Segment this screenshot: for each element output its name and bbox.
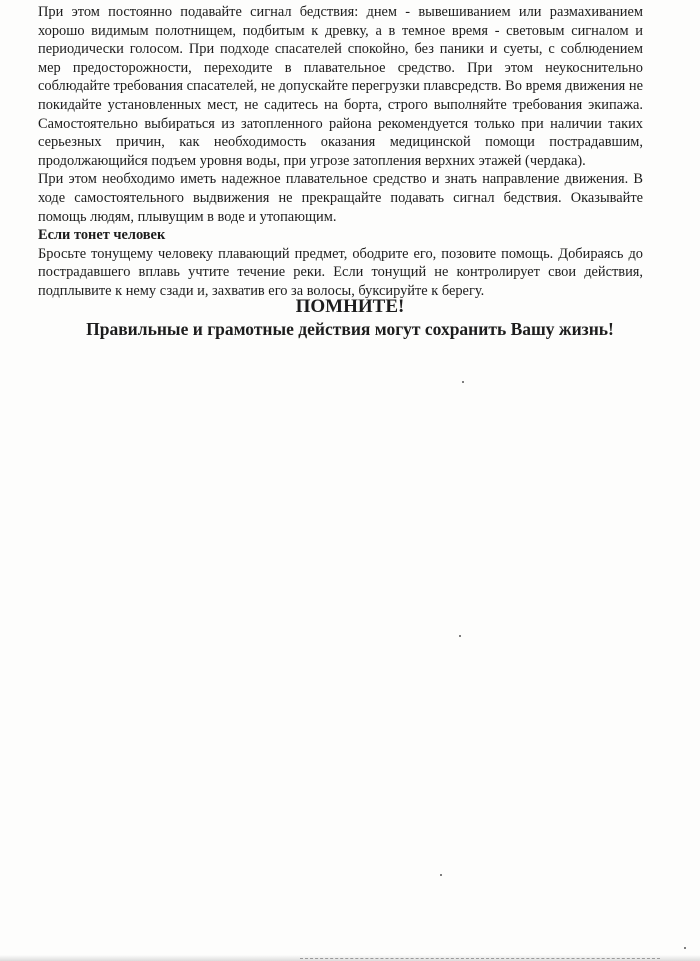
notice-text: Правильные и грамотные действия могут сохранить Вашу жизнь! bbox=[86, 319, 614, 339]
scan-speck bbox=[459, 635, 461, 637]
scan-speck bbox=[440, 874, 442, 876]
scan-edge-line bbox=[300, 958, 660, 959]
scan-speck bbox=[684, 947, 686, 949]
paragraph-self-evacuation: При этом необходимо иметь надежное плавательное средство и знать направление движения. В ходе самостоятельного выдвижения не прекращайте подавать сигнал бедствия. Оказывайте помощь людям, плывущим в воде и утопающим. bbox=[38, 171, 643, 225]
section-heading-drowning: Если тонет человек bbox=[38, 227, 166, 244]
notice-title: ПОМНИТЕ! bbox=[295, 296, 405, 317]
paragraph-drowning-help: Бросьте тонущему человеку плавающий предмет, ободрите его, позовите помощь. Добираясь до пострадавшего вплавь учтите течение реки. Если тонущий не контролирует свои действия, подплывите к нему сзади и, захватив его за волосы, буксируйте к берегу. bbox=[38, 245, 643, 299]
document-body bbox=[38, 3, 643, 301]
notice-block bbox=[0, 295, 700, 340]
paragraph-distress-signal: При этом постоянно подавайте сигнал бедствия: днем - вывешиванием или размахиванием хорошо видимым полотнищем, подбитым к древку, а в темное время - световым сигналом и периодически голосом. При подходе спасателей спокойно, без паники и суеты, с соблюдением мер предосторожности, переходите в плавательное средство. При этом неукоснительно соблюдайте требования спасателей, не допускайте перегрузки плавсредств. Во время движения не покидайте установленных мест, не садитесь на борта, строго выполняйте требования экипажа. Самостоятельно выбираться из затопленного района рекомендуется только при наличии таких серьезных причин, как необходимость оказания медицинской помощи пострадавшим, продолжающийся подъем уровня воды, при угрозе затопления верхних этажей (чердака). bbox=[38, 4, 643, 169]
scan-speck bbox=[462, 381, 464, 383]
